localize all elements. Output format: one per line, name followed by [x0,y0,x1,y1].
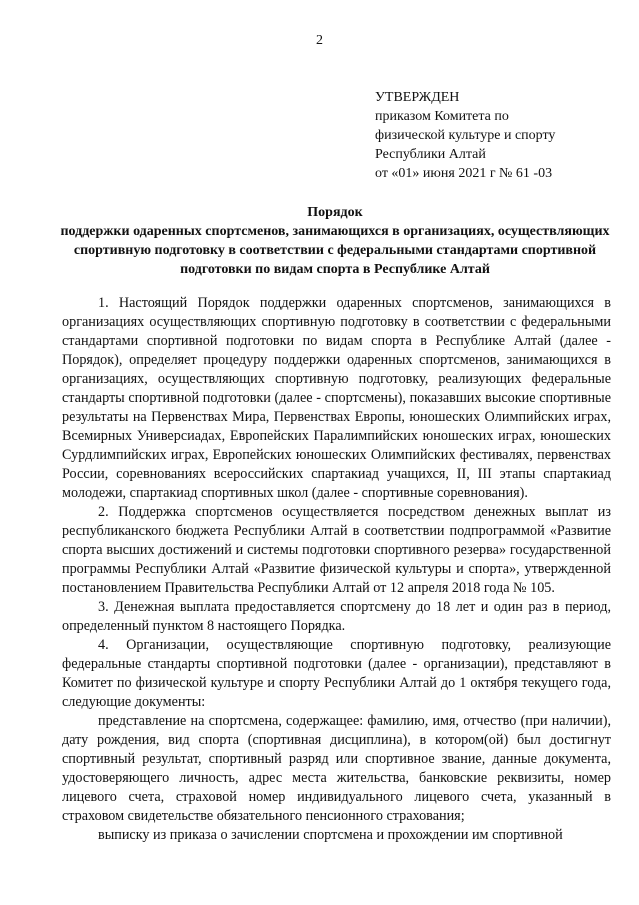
approval-line: приказом Комитета по [375,109,509,124]
approval-line: Республики Алтай [375,147,486,162]
paragraph: 2. Поддержка спортсменов осуществляется посредством денежных выплат из республиканского бюджета Республики Алтай в соответствии подпрограммой «Развитие спорта высших достижений и системы подготовки спортивного резерва» государственной программы Республики Алтай «Развитие физической культуры и спорта», утвержденной постановлением Правительства Республики Алтай от 12 апреля 2018 года № 105. [62,504,611,596]
document-body [62,294,611,845]
title-subtitle: поддержки одаренных спортсменов, занимающихся в организациях, осуществляющих спортивную подготовку в соответствии с федеральными стандартами спортивной подготовки по видам спорта в Республике Алтай [60,224,610,277]
paragraph: 1. Настоящий Порядок поддержки одаренных спортсменов, занимающихся в организациях осуществляющих спортивную подготовку в соответствии с федеральными стандартами спортивной подготовки по видам спорта в Республике Алтай (далее - Порядок), определяет процедуру поддержки одаренных спортсменов, занимающихся в организациях, осуществляющих спортивную подготовку, реализующих федеральные стандарты спортивной подготовки (далее - спортсмены), показавших высокие спортивные результаты на Первенствах Мира, Первенствах Европы, юношеских Олимпийских играх, Всемирных Универсиадах, Европейских Паралимпийских юношеских играх, юношеских Сурдлимпийских играх, Европейских юношеских Олимпийских фестивалях, первенствах России, соревнованиях всероссийских спартакиад учащихся, II, III этапы спартакиад молодежи, спартакиад спортивных школ (далее - спортивные соревнования). [62,295,611,501]
paragraph: представление на спортсмена, содержащее: фамилию, имя, отчество (при наличии), дату рождения, вид спорта (спортивная дисциплина), в котором(ой) был достигнут спортивный результат, спортивный разряд или спортивное звание, данные документа, удостоверяющего личность, адрес места жительства, банковские реквизиты, номер лицевого счета, страховой номер индивидуального лицевого счета, указанный в страховом свидетельстве обязательного пенсионного страхования; [62,713,611,824]
paragraph: 3. Денежная выплата предоставляется спортсмену до 18 лет и один раз в период, определенный пунктом 8 настоящего Порядка. [62,599,611,634]
paragraph: 4. Организации, осуществляющие спортивную подготовку, реализующие федеральные стандарты спортивной подготовки (далее - организации), представляют в Комитет по физической культуре и спорту Республики Алтай до 1 октября текущего года, следующие документы: [62,637,611,710]
approval-line: от «01» июня 2021 г № 61 -03 [375,166,553,181]
title-heading: Порядок [307,205,363,220]
page-number: 2 [316,33,323,48]
document-title [40,203,630,279]
approval-line: физической культуре и спорту [375,128,556,143]
approval-line: УТВЕРЖДЕН [375,90,460,105]
paragraph: выписку из приказа о зачислении спортсмена и прохождении им спортивной [98,827,563,843]
approval-block [375,88,555,183]
